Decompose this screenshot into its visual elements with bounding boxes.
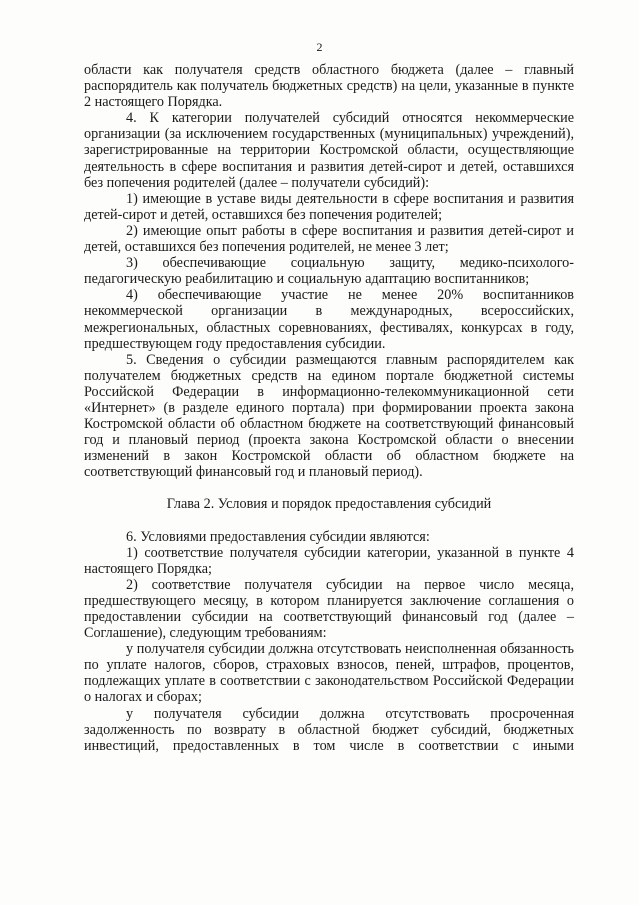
requirement-debts: у получателя субсидии должна отсутствовать просроченная задолженность по возврату в областной бюджет субсидий, бюджетных инвестиций, предоставленных в том числе в соответствии с иными [84,705,574,754]
subitem-4-3: 3) обеспечивающие социальную защиту, медико-психолого-педагогическую реабилитацию и социальную адаптацию воспитанников; [84,255,574,288]
requirement-taxes: у получателя субсидии должна отсутствовать неисполненная обязанность по уплате налогов, сборов, страховых взносов, пеней, штрафов, процентов, подлежащих уплате в соответствии с законодательством Российской Федерации о налогах и сборах; [84,641,574,706]
subitem-6-1: 1) соответствие получателя субсидии категории, указанной в пункте 4 настоящего Порядка; [84,544,574,577]
document-body [84,62,574,754]
subitem-4-2: 2) имеющие опыт работы в сфере воспитания и развития детей-сирот и детей, оставшихся без попечения родителей, не менее 3 лет; [84,222,574,256]
paragraph-item-4: 4. К категории получателей субсидий относятся некоммерческие организации (за исключением государственных (муниципальных) учреждений), зарегистрированные на территории Костромской области, осуществляющие деятельность в сфере воспитания и развития детей-сирот и детей, оставшихся без попечения родителей (далее – получатели субсидий): [84,110,574,191]
paragraph-continuation: области как получателя средств областного бюджета (далее – главный распорядитель как получатель бюджетных средств) на цели, указанные в пункте 2 настоящего Порядка. [84,62,574,111]
subitem-4-4: 4) обеспечивающие участие не менее 20% воспитанников некоммерческой организации в международных, всероссийских, межрегиональных, областных соревнованиях, фестивалях, конкурсах в году, предшествующем году предоставления субсидии. [84,287,574,352]
subitem-4-1: 1) имеющие в уставе виды деятельности в сфере воспитания и развития детей-сирот и детей, оставшихся без попечения родителей; [84,190,574,223]
subitem-6-2: 2) соответствие получателя субсидии на первое число месяца, предшествующего месяцу, в котором планируется заключение соглашения о предоставлении субсидии на соответствующий финансовый год (далее – Соглашение), следующим требованиям: [84,576,574,642]
chapter-heading: Глава 2. Условия и порядок предоставления субсидий [166,496,492,513]
paragraph-item-6: 6. Условиями предоставления субсидии являются: [126,528,430,545]
page-number: 2 [316,40,323,54]
paragraph-item-5: 5. Сведения о субсидии размещаются главным распорядителем как получателем бюджетных средств на едином портале бюджетной системы Российской Федерации в информационно-телекоммуникационной сети «Интернет» (в разделе единого портала) при формировании проекта закона Костромской области об областном бюджете на соответствующий финансовый год и плановый период (проекта закона Костромской области о внесении изменений в закон Костромской области об областном бюджете на соответствующий финансовый год и плановый период). [84,351,574,481]
